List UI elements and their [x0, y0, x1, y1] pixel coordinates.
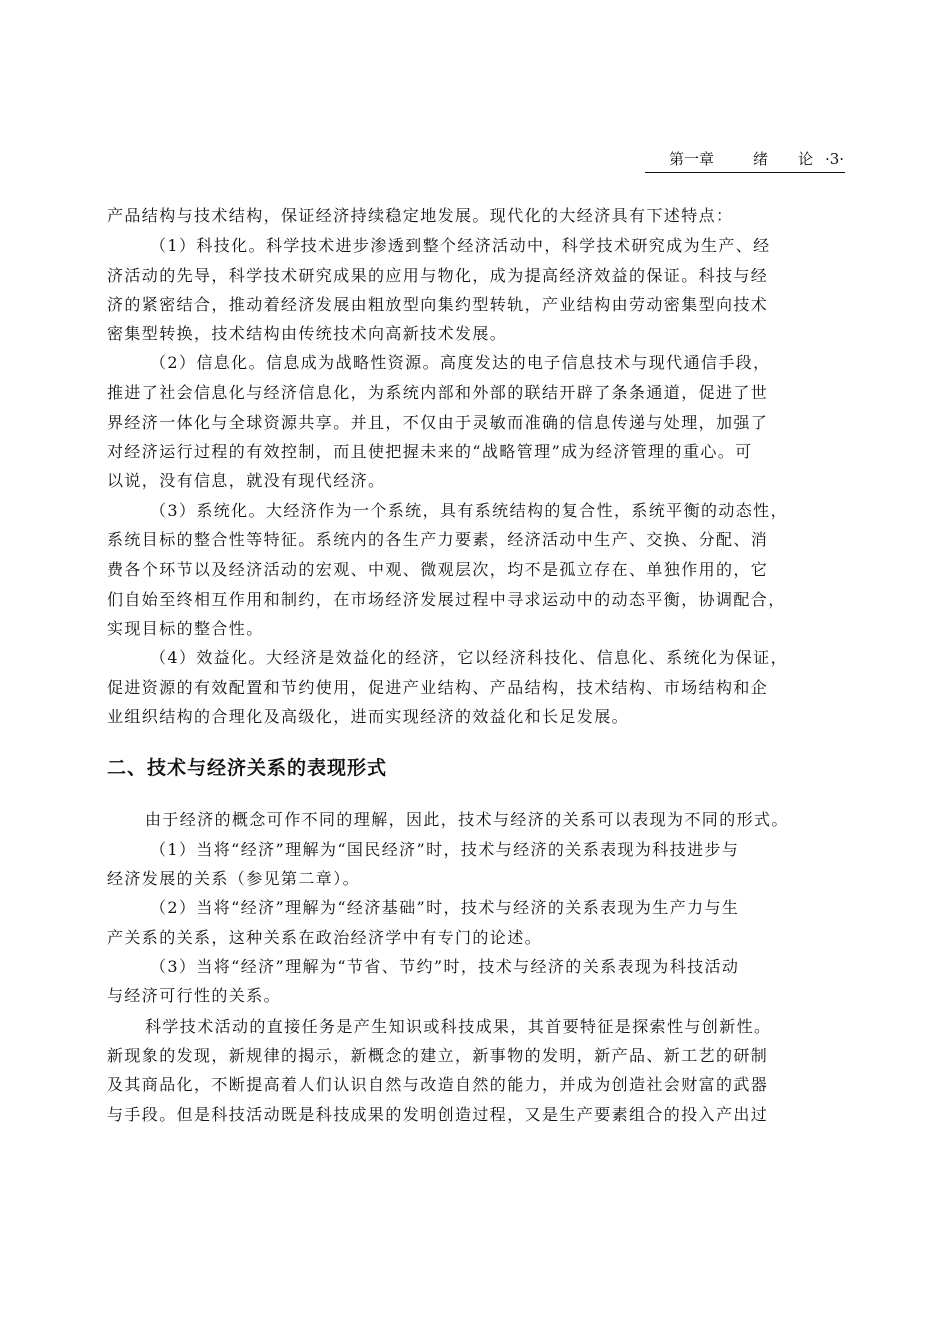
text-line: （3）系统化。大经济作为一个系统，具有系统结构的复合性，系统平衡的动态性， — [150, 501, 788, 520]
text-line: （1）科技化。科学技术进步渗透到整个经济活动中，科学技术研究成为生产、经 — [150, 236, 771, 255]
text-line: （2）信息化。信息成为战略性资源。高度发达的电子信息技术与现代通信手段， — [150, 353, 771, 372]
text-line: 与手段。但是科技活动既是科技成果的发明创造过程，又是生产要素组合的投入产出过 — [107, 1105, 769, 1124]
text-line: 以说，没有信息，就没有现代经济。 — [107, 471, 386, 490]
text-line: （1）当将“经济”理解为“国民经济”时，技术与经济的关系表现为科技进步与 — [150, 840, 740, 859]
text-line: （2）当将“经济”理解为“经济基础”时，技术与经济的关系表现为生产力与生 — [150, 898, 740, 917]
text-line: 济的紧密结合，推动着经济发展由粗放型向集约型转轨，产业结构由劳动密集型向技术 — [107, 295, 769, 314]
section-heading: 二、技术与经济关系的表现形式 — [107, 757, 388, 779]
text-line: 由于经济的概念可作不同的理解，因此，技术与经济的关系可以表现为不同的形式。 — [145, 810, 789, 829]
chapter-label: 第一章 — [669, 150, 715, 168]
text-line: 对经济运行过程的有效控制，而且使把握未来的“战略管理”成为经济管理的重心。可 — [107, 442, 753, 461]
text-line: 产品结构与技术结构，保证经济持续稳定地发展。现代化的大经济具有下述特点： — [107, 206, 734, 225]
text-line: 界经济一体化与全球资源共享。并且，不仅由于灵敏而准确的信息传递与处理，加强了 — [107, 413, 769, 432]
text-line: 推进了社会信息化与经济信息化，为系统内部和外部的联结开辟了条条通道，促进了世 — [107, 383, 769, 402]
running-head — [645, 150, 845, 173]
text-line: 们自始至终相互作用和制约，在市场经济发展过程中寻求运动中的动态平衡，协调配合， — [107, 590, 786, 609]
text-line: 产关系的关系，这种关系在政治经济学中有专门的论述。 — [107, 928, 543, 947]
text-line: 科学技术活动的直接任务是产生知识或科技成果，其首要特征是探索性与创新性。 — [145, 1017, 772, 1036]
text-line: 费各个环节以及经济活动的宏观、中观、微观层次，均不是孤立存在、单独作用的，它 — [107, 560, 769, 579]
text-line: （3）当将“经济”理解为“节省、节约”时，技术与经济的关系表现为科技活动 — [150, 957, 740, 976]
text-line: 与经济可行性的关系。 — [107, 986, 282, 1005]
text-line: 促进资源的有效配置和节约使用，促进产业结构、产品结构，技术结构、市场结构和企 — [107, 678, 769, 697]
text-line: 新现象的发现，新规律的揭示，新概念的建立，新事物的发明，新产品、新工艺的研制 — [107, 1046, 769, 1065]
text-line: 密集型转换，技术结构由传统技术向高新技术发展。 — [107, 324, 508, 343]
text-line: 经济发展的关系（参见第二章）。 — [107, 869, 361, 888]
text-line: 实现目标的整合性。 — [107, 619, 264, 638]
page-number: ·3· — [825, 150, 845, 168]
chapter-title: 绪 论 — [753, 150, 814, 168]
text-line: 业组织结构的合理化及高级化，进而实现经济的效益化和长足发展。 — [107, 707, 630, 726]
text-line: 系统目标的整合性等特征。系统内的各生产力要素，经济活动中生产、交换、分配、消 — [107, 530, 769, 549]
text-line: 济活动的先导，科学技术研究成果的应用与物化，成为提高经济效益的保证。科技与经 — [107, 266, 769, 285]
text-line: （4）效益化。大经济是效益化的经济，它以经济科技化、信息化、系统化为保证， — [150, 648, 788, 667]
text-line: 及其商品化，不断提高着人们认识自然与改造自然的能力，并成为创造社会财富的武器 — [107, 1075, 769, 1094]
